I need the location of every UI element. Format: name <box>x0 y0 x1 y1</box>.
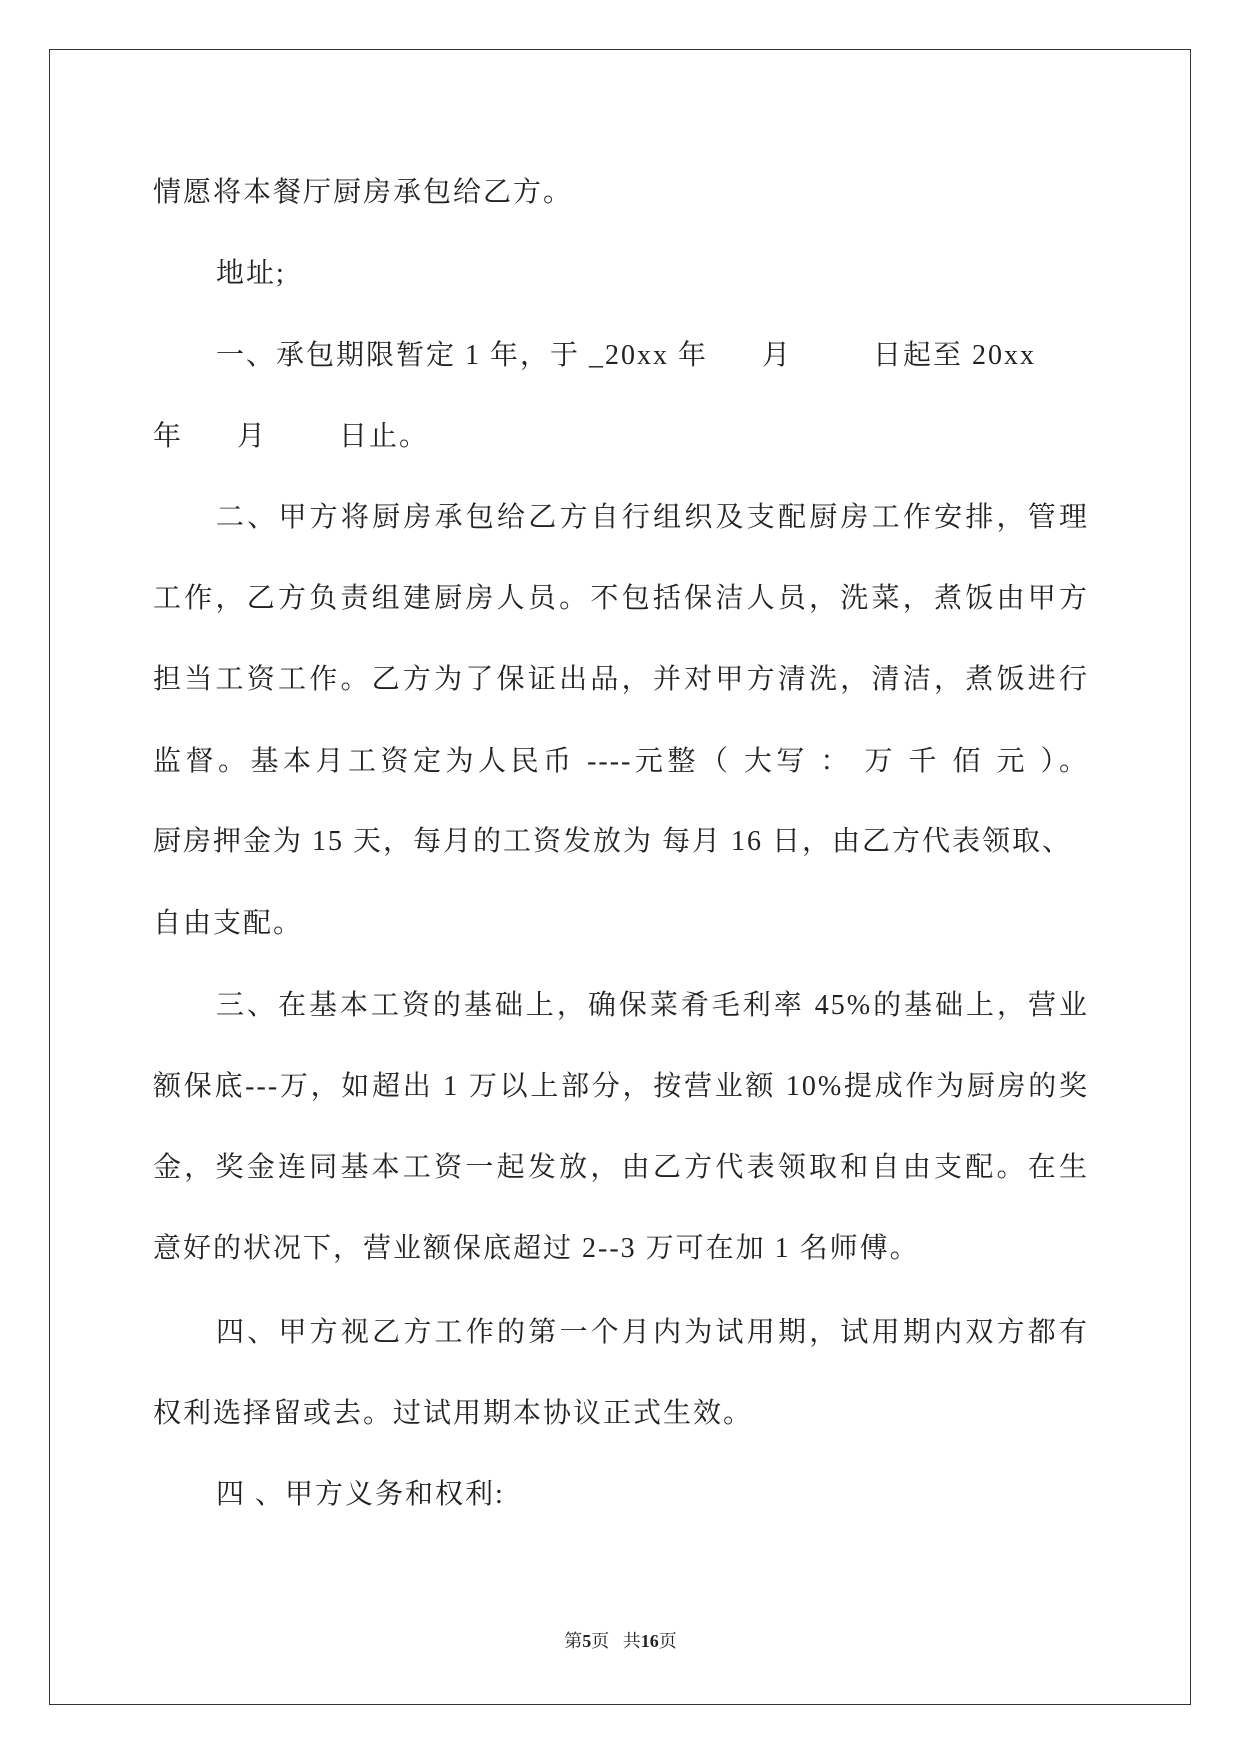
clause-3-line-4: 意好的状况下，营业额保底超过 2--3 万可在加 1 名师傅。 <box>153 1233 920 1264</box>
page-total: 16 <box>640 1631 659 1651</box>
page-suffix: 页 <box>591 1631 610 1651</box>
clause-3-line-3: 金，奖金连同基本工资一起发放，由乙方代表领取和自由支配。在生 <box>153 1152 1089 1183</box>
total-prefix: 共 <box>622 1631 641 1651</box>
page-prefix: 第 <box>564 1631 583 1651</box>
clause-2-line-5: 厨房押金为 15 天，每月的工资发放为 每月 16 日，由乙方代表领取、 <box>153 826 1073 857</box>
page-border <box>49 49 1191 1705</box>
intro-line: 情愿将本餐厅厨房承包给乙方。 <box>153 177 574 208</box>
clause-4-line-1: 四、甲方视乙方工作的第一个月内为试用期，试用期内双方都有 <box>216 1317 1089 1348</box>
page-number: 5 <box>582 1631 592 1651</box>
clause-3-line-2: 额保底---万，如超出 1 万以上部分，按营业额 10%提成作为厨房的奖 <box>153 1071 1089 1102</box>
total-suffix: 页 <box>658 1631 677 1651</box>
clause-1-line-1: 一、承包期限暂定 1 年，于 _20xx 年 月 日起至 20xx <box>216 340 1037 371</box>
address-label: 地址; <box>216 258 286 289</box>
section-4-heading: 四 、甲方义务和权利: <box>216 1479 505 1510</box>
clause-2-line-2: 工作，乙方负责组建厨房人员。不包括保洁人员，洗菜，煮饭由甲方 <box>153 583 1089 614</box>
clause-2-line-3: 担当工资工作。乙方为了保证出品，并对甲方清洗，清洁，煮饭进行 <box>153 664 1089 695</box>
clause-1-line-2: 年 月 日止。 <box>153 421 430 452</box>
page-footer <box>0 1628 1241 1654</box>
clause-4-line-2: 权利选择留或去。过试用期本协议正式生效。 <box>153 1398 754 1429</box>
clause-2-line-1: 二、甲方将厨房承包给乙方自行组织及支配厨房工作安排，管理 <box>216 502 1089 533</box>
clause-3-line-1: 三、在基本工资的基础上，确保菜肴毛利率 45%的基础上，营业 <box>216 990 1089 1021</box>
clause-2-line-4: 监督。基本月工资定为人民币 ----元整（ 大写 ： 万 千 佰 元 ）。 <box>153 746 1089 777</box>
clause-2-line-6: 自由支配。 <box>153 908 304 939</box>
